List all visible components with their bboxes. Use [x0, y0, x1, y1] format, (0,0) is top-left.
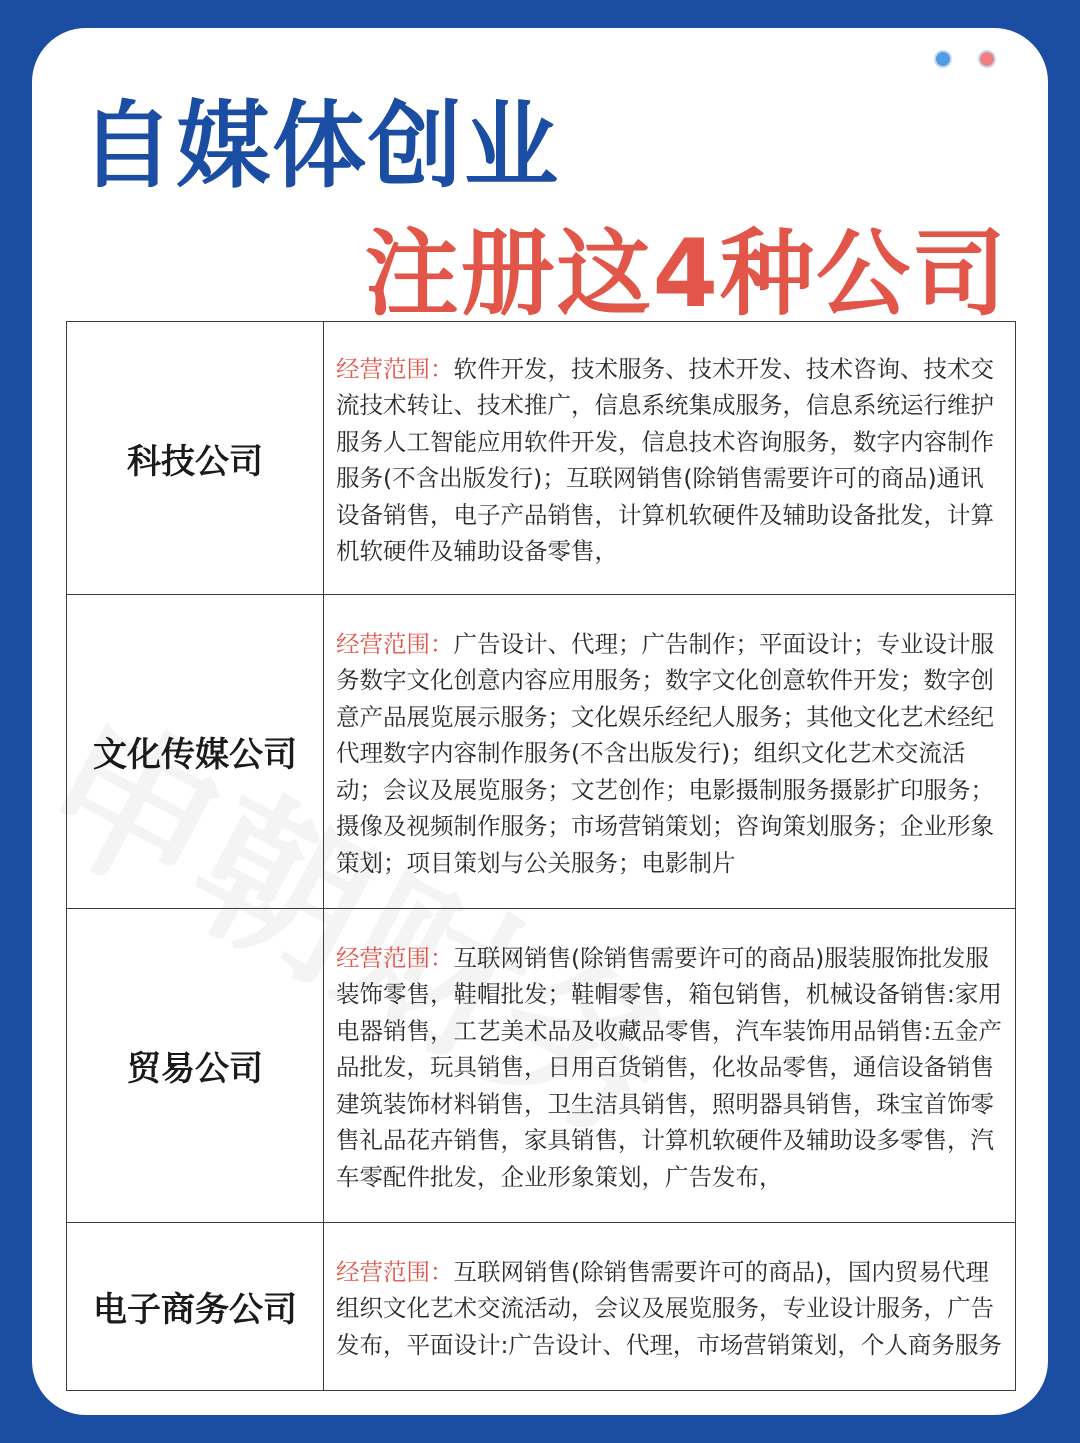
scope-label: 经营范围：: [336, 1257, 454, 1286]
scope-text: 互联网销售(除销售需要许可的商品)，国内贸易代理组织文化艺术交流活动，会议及展览服务，专业设计服务，广告发布，平面设计:广告设计、代理，市场营销策划，个人商务服务: [336, 1257, 1002, 1359]
table-row: [67, 595, 1016, 909]
scope-label: 经营范围：: [336, 354, 454, 383]
pink-dot-icon: [978, 50, 996, 68]
company-type-name: 科技公司: [115, 434, 275, 483]
table-row: [67, 1223, 1016, 1391]
business-scope-table: [66, 321, 1016, 1391]
company-type-cell: [67, 595, 324, 909]
scope-label: 经营范围：: [336, 629, 454, 658]
company-type-name: 文化传媒公司: [81, 727, 309, 776]
scope-cell: [324, 909, 1016, 1223]
blue-dot-icon: [934, 50, 952, 68]
table-row: [67, 322, 1016, 595]
company-type-cell: [67, 1223, 324, 1391]
company-type-cell: [67, 322, 324, 595]
scope-text: 软件开发，技术服务、技术开发、技术咨询、技术交流技术转让、技术推广，信息系统集成服务，信息系统运行维护服务人工智能应用软件开发，信息技术咨询服务，数字内容制作服务(不含出版发行)；互联网销售(除销售需要许可的商品)通讯设备销售，电子产品销售，计算机软硬件及辅助设备批发，计算机软硬件及辅助设备零售，: [336, 354, 994, 565]
scope-label: 经营范围：: [336, 943, 454, 972]
scope-cell: [324, 322, 1016, 595]
title-line-2: 注册这4种公司: [364, 220, 1008, 329]
scope-text: 互联网销售(除销售需要许可的商品)服装服饰批发服装饰零售，鞋帽批发；鞋帽零售，箱包销售，机械设备销售:家用电器销售，工艺美术品及收藏品零售，汽车装饰用品销售:五金产品批发，玩具销售，日用百货销售，化妆品零售，通信设备销售建筑装饰材料销售，卫生洁具销售，照明器具销售，珠宝首饰零售礼品花卉销售，家具销售，计算机软硬件及辅助设多零售，汽车零配件批发，企业形象策划，广告发布，: [336, 943, 1002, 1191]
table-row: [67, 909, 1016, 1223]
poster-card: [32, 28, 1048, 1415]
title-line-1: 自媒体创业: [80, 92, 561, 201]
scope-cell: [324, 1223, 1016, 1391]
scope-cell: [324, 595, 1016, 909]
scope-text: 广告设计、代理；广告制作；平面设计；专业设计服务数字文化创意内容应用服务；数字文化创意软件开发；数字创意产品展览展示服务；文化娱乐经纪人服务；其他文化艺术经纪代理数字内容制作服务(不含出版发行)；组织文化艺术交流活动；会议及展览服务；文艺创作；电影摄制服务摄影扩印服务；摄像及视频制作服务；市场营销策划；咨询策划服务；企业形象策划；项目策划与公关服务；电影制片: [336, 629, 994, 877]
company-type-name: 贸易公司: [115, 1041, 275, 1090]
company-type-cell: [67, 909, 324, 1223]
company-type-name: 电子商务公司: [81, 1282, 309, 1331]
window-dots: [934, 50, 996, 68]
